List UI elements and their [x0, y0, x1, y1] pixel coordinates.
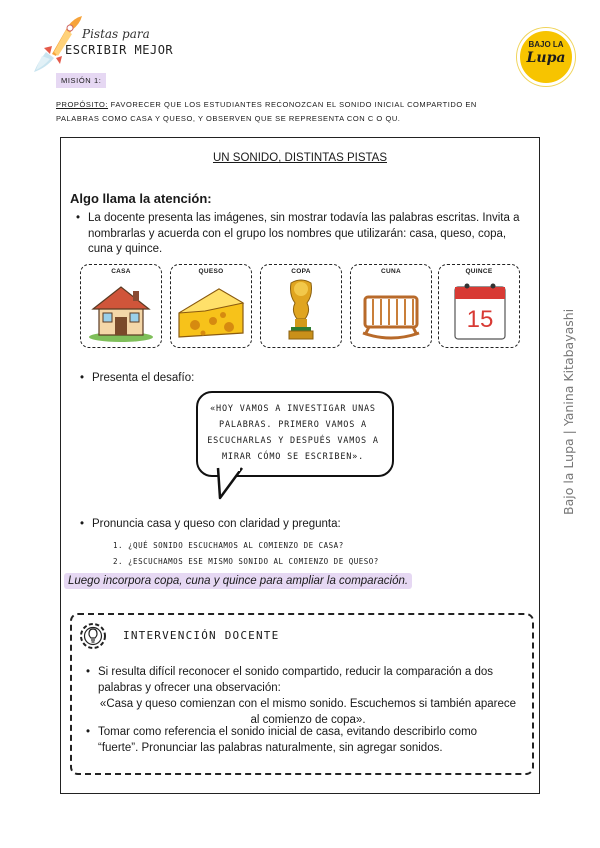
- card-casa: [80, 264, 162, 348]
- cradle-icon: [355, 277, 427, 343]
- intervencion-title: INTERVENCIÓN DOCENTE: [123, 629, 280, 642]
- card-label-queso: QUESO: [198, 268, 224, 275]
- logo-line2: Lupa: [526, 50, 566, 66]
- card-cuna: [350, 264, 432, 348]
- house-icon: [85, 277, 157, 343]
- card-label-quince: QUINCE: [465, 268, 493, 275]
- intervencion-quote: «Casa y queso comienzan con el mismo sonido. Escuchemos si también aparece al comienzo de copa».: [99, 698, 517, 726]
- activity-title: UN SONIDO, DISTINTAS PISTAS: [212, 152, 387, 164]
- intervencion-bullet2: • Tomar como referencia el sonido inicial de casa, evitando describirlo como “fuerte”. Pronunciar las palabras naturalmente, sin agregar sonidos.: [98, 725, 518, 756]
- card-quince: [438, 264, 520, 348]
- highlight-note: Luego incorpora copa, cuna y quince para ampliar la comparación.: [64, 573, 412, 589]
- side-credit: Bajo la Lupa | Yanina Kitabayashi: [561, 308, 576, 515]
- gear-bulb-icon: [76, 619, 110, 653]
- card-label-casa: CASA: [111, 268, 131, 275]
- card-queso: [170, 264, 252, 348]
- question-2: 2. ¿ESCUCHAMOS ESE MISMO SONIDO AL COMIENZO DE QUESO?: [113, 557, 379, 566]
- proposito: [56, 98, 516, 126]
- cheese-icon: [175, 277, 247, 343]
- trophy-icon: [265, 277, 337, 343]
- mision-label: MISIÓN 1:: [56, 73, 106, 88]
- bullet-presenta-imagenes: • La docente presenta las imágenes, sin mostrar todavía las palabras escritas. Invita a nombrarlas y acuerda con el grupo los nombres que utilizarán: casa, queso, copa, cuna y quince.: [88, 211, 528, 258]
- question-1: 1. ¿QUÉ SONIDO ESCUCHAMOS AL COMIENZO DE CASA?: [113, 541, 344, 550]
- proposito-label: PROPÓSITO:: [56, 100, 109, 109]
- card-copa: [260, 264, 342, 348]
- proposito-text: FAVORECER QUE LOS ESTUDIANTES RECONOZCAN EL SONIDO INICIAL COMPARTIDO EN PALABRAS COMO CASA Y QUESO, Y OBSERVEN QUE SE REPRESENTA CON C O QU.: [56, 100, 477, 123]
- bubble-text: «HOY VAMOS A INVESTIGAR UNAS PALABRAS. PRIMERO VAMOS A ESCUCHARLAS Y DESPUÉS VAMOS A MIRAR CÓMO SE ESCRIBEN».: [207, 404, 379, 462]
- section-heading: Algo llama la atención:: [70, 191, 212, 206]
- brand-line2: ESCRIBIR MEJOR: [65, 43, 174, 57]
- logo-line1: BAJO LA: [528, 40, 564, 49]
- card-label-copa: COPA: [291, 268, 311, 275]
- calendar-icon: [443, 277, 515, 343]
- bajo-la-lupa-logo: [517, 28, 575, 86]
- brand-line1: Pistas para: [82, 27, 150, 41]
- speech-bubble-tail: [212, 466, 252, 500]
- bullet-presenta-desafio: • Presenta el desafío:: [92, 371, 194, 387]
- calendar-number: 15: [466, 306, 494, 333]
- intervencion-bullet1: • Si resulta difícil reconocer el sonido compartido, reducir la comparación a dos palabras y ofrecer una observación:: [98, 665, 518, 696]
- bullet-pronuncia: • Pronuncia casa y queso con claridad y pregunta:: [92, 517, 341, 533]
- card-label-cuna: CUNA: [381, 268, 401, 275]
